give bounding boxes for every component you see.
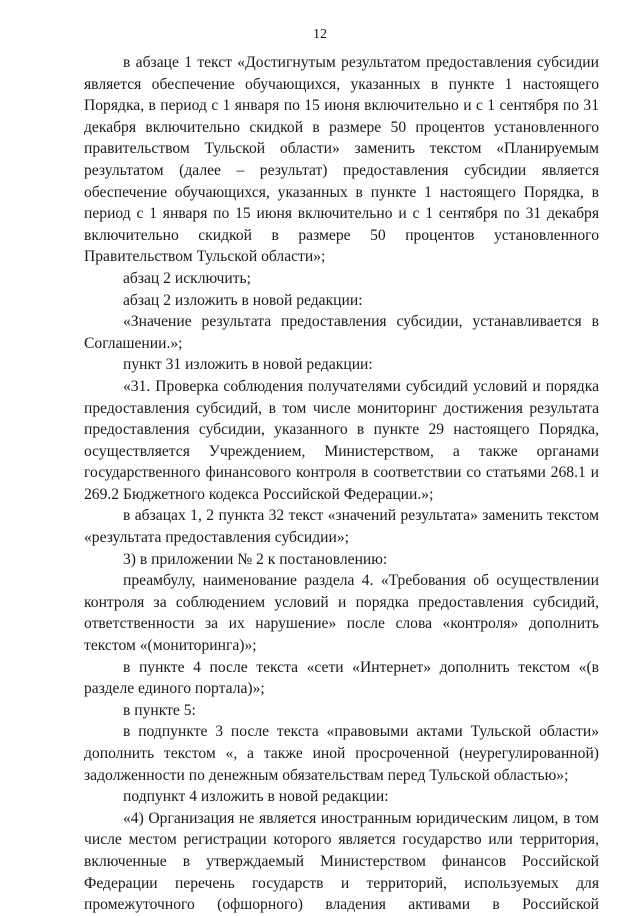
paragraph-6: «31. Проверка соблюдения получателями субсидий условий и порядка предоставления субсидий, в том числе мониторинг достижения результата предоставления субсидии, указанного в пункте 29 настоящего Порядка, осуществляется Учреждением, Министерством, а также органами государственного финансового контроля в соответствии со статьями 268.1 и 269.2 Бюджетного кодекса Российской Федерации.»;: [84, 377, 599, 503]
paragraph-1: в абзаце 1 текст «Достигнутым результатом предоставления субсидии является обеспечение обучающихся, указанных в пункте 1 настоящего Порядка, в период с 1 января по 15 июня включительно и с 1 сентября по 31 декабря включительно скидкой в размере 50 процентов установленного правительством Тульской области» заменить текстом «Планируемым результатом (далее – результат) предоставления субсидии является обеспечение обучающихся, указанных в пункте 1 настоящего Порядка, в период с 1 января по 15 июня включительно и с 1 сентября по 31 декабря включительно скидкой в размере 50 процентов установленного Правительством Тульской области»;: [84, 54, 599, 266]
paragraph-2: абзац 2 исключить;: [123, 269, 252, 287]
paragraph-9: преамбулу, наименование раздела 4. «Требования об осуществлении контроля за соблюдением условий и порядка предоставления субсидий, ответственности за их нарушение» после слова «контроля» дополнить текстом «(мониторинга)»;: [84, 572, 599, 655]
paragraph-7: в абзацах 1, 2 пункта 32 текст «значений результата» заменить текстом «результата предоставления субсидии»;: [84, 507, 599, 547]
paragraph-12: в подпункте 3 после текста «правовыми актами Тульской области» дополнить текстом «, а также иной просроченной (неурегулированной) задолженности по денежным обязательствам перед Тульской областью»;: [84, 723, 599, 784]
paragraph-5: пункт 31 изложить в новой редакции:: [123, 356, 373, 374]
paragraph-10: в пункте 4 после текста «сети «Интернет» дополнить текстом «(в разделе единого портала)»;: [84, 658, 599, 698]
paragraph-13: подпункт 4 изложить в новой редакции:: [123, 788, 389, 806]
paragraph-11: в пункте 5:: [123, 701, 196, 719]
document-body: [84, 52, 599, 916]
page-number: 12: [313, 27, 327, 42]
paragraph-8: 3) в приложении № 2 к постановлению:: [123, 550, 388, 568]
paragraph-14: «4) Организация не является иностранным юридическим лицом, в том числе местом регистрации которого является государство или территория, включенные в утверждаемый Министерством финансов Российской Федерации перечень государств и территорий, используемых для промежуточного (офшорного) владения активами в Российской: [84, 809, 599, 914]
paragraph-3: абзац 2 изложить в новой редакции:: [123, 291, 363, 309]
paragraph-4: «Значение результата предоставления субсидии, устанавливается в Соглашении.»;: [84, 313, 599, 352]
